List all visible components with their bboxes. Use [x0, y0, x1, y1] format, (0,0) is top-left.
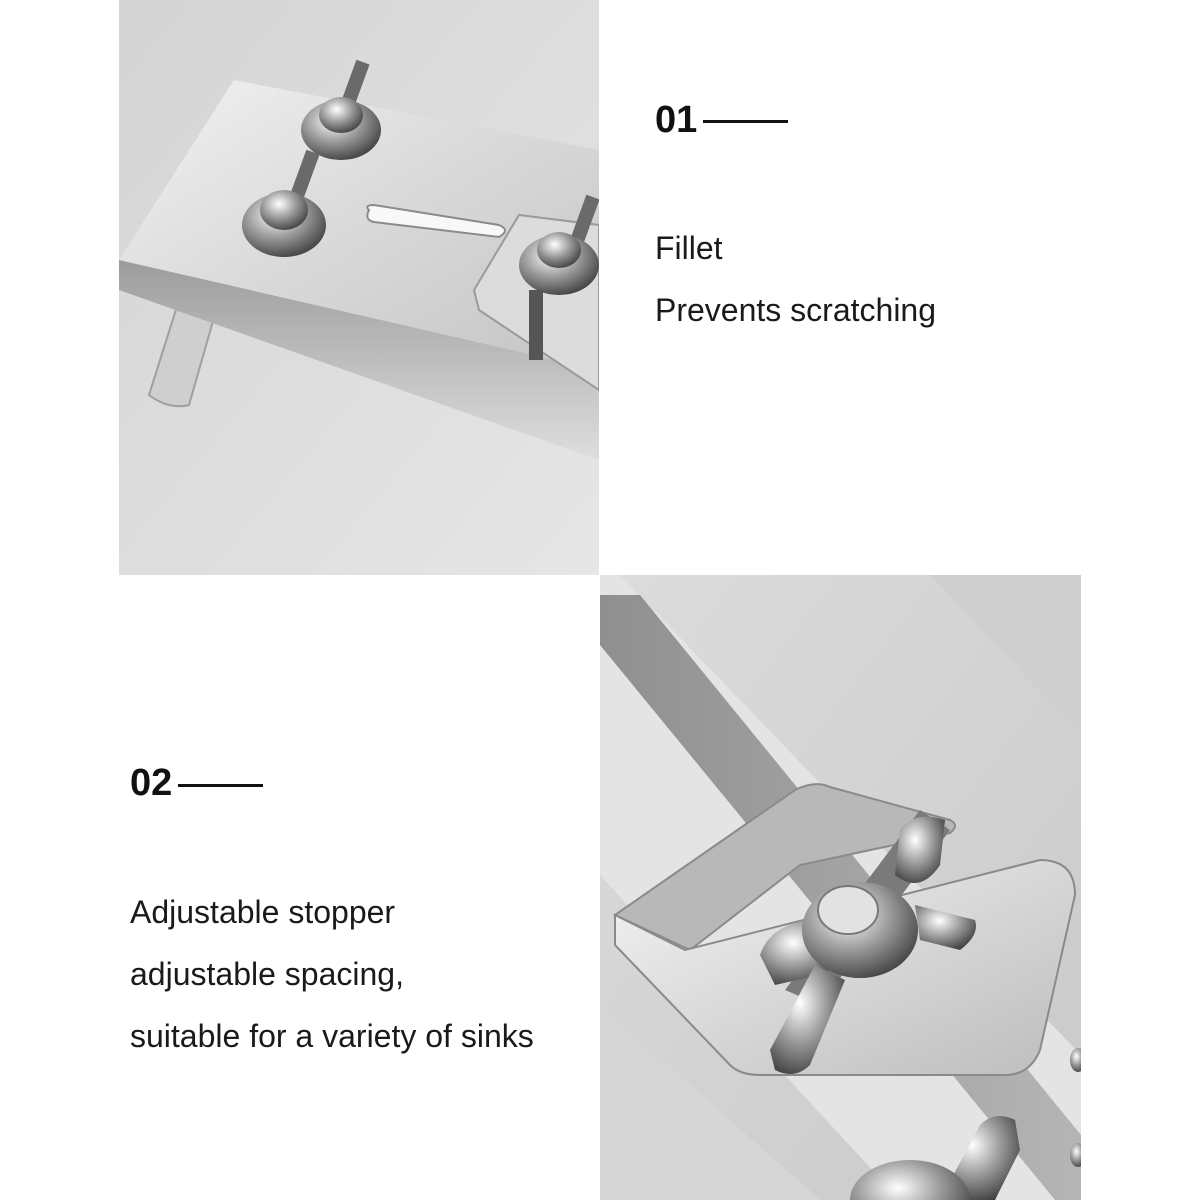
wing-nut-stopper-photo — [600, 575, 1081, 1200]
feature-divider-01 — [703, 120, 788, 123]
feature-02-line-1: Adjustable stopper — [130, 894, 396, 930]
feature-divider-02 — [178, 784, 263, 787]
feature-02-line-2: adjustable spacing, — [130, 956, 404, 992]
bracket-image — [119, 0, 599, 575]
wing-nut-stopper-image — [600, 575, 1081, 1200]
feature-01-line-1: Fillet — [655, 230, 723, 266]
feature-01-line-2: Prevents scratching — [655, 292, 937, 328]
feature-number-02: 02 — [130, 762, 173, 804]
bracket-photo — [119, 0, 599, 575]
feature-number-01: 01 — [655, 99, 698, 141]
feature-02-line-3: suitable for a variety of sinks — [130, 1018, 534, 1054]
